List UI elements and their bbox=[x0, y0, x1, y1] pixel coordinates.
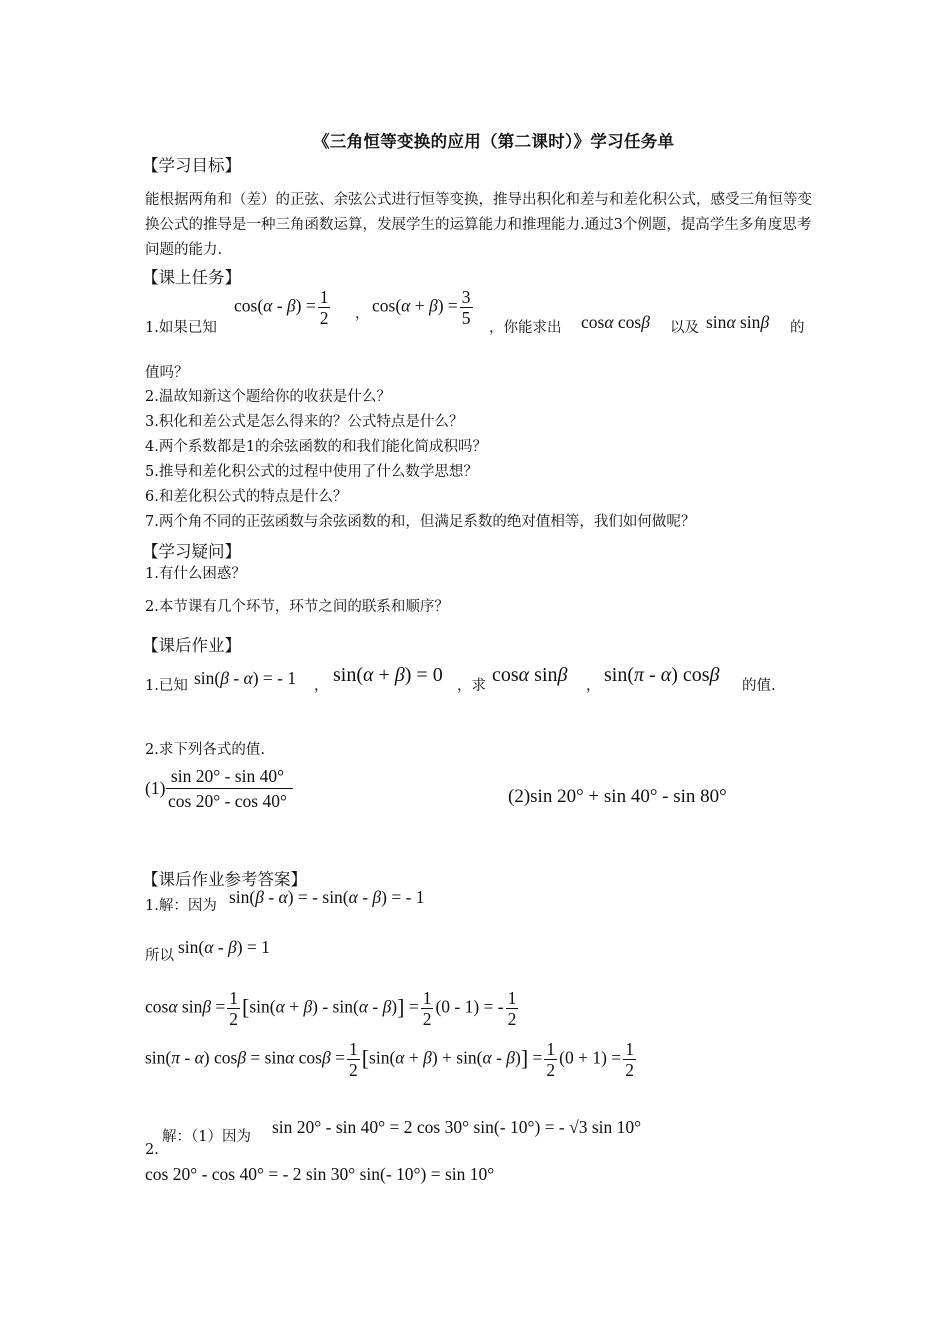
formula-part1-fraction: $\frac{\sin 20^\circ - \sin 40^\circ}{\cos 20^\circ - \cos 40^\circ}$ bbox=[166, 764, 293, 813]
task-2: 2.温故知新这个题给你的收获是什么？ bbox=[145, 389, 391, 405]
task-1-and: 以及 bbox=[670, 320, 699, 336]
homework-1-prefix: 1.已知 bbox=[145, 678, 188, 694]
task-1-mid: ，你能求出 bbox=[489, 320, 562, 336]
formula-sin-sin: sinα sinβ bbox=[706, 312, 770, 332]
homework-1-sep1: ， bbox=[314, 678, 329, 694]
heading-class-tasks: 【课上任务】 bbox=[142, 268, 241, 287]
task-1-prefix: 1.如果已知 bbox=[145, 320, 217, 336]
formula-part2: (2)sin 20° + sin 40° - sin 80° bbox=[508, 786, 727, 807]
task-7: 7.两个角不同的正弦函数与余弦函数的和，但满足系数的绝对值相等，我们如何做呢？ bbox=[145, 514, 696, 530]
answer-2-text: 解：（1）因为 bbox=[162, 1129, 251, 1145]
formula-answer-1-line4: sin(π - α) cosβ = sinα cosβ = $\frac{1}{2}$ [sin(α + β) + sin(α - β)] = $\frac{1}{2}$ (0 + 1) = $\frac{1}{2}$ bbox=[145, 1039, 634, 1080]
formula-cos-sum: cos(α + β) = $\frac{3}{5}$ bbox=[372, 287, 471, 328]
formula-cos-alpha-sin-beta: cosα sinβ bbox=[492, 664, 568, 686]
answer-1-prefix: 1.解：因为 bbox=[145, 898, 217, 914]
formula-sin-beta-minus-alpha: sin(β - α) = - 1 bbox=[194, 668, 297, 688]
formula-sin-pi-minus-alpha-cos-beta: sin(π - α) cosβ bbox=[604, 664, 720, 686]
answer-2-num: 2. bbox=[145, 1142, 159, 1158]
homework-1-sep2: ，求 bbox=[457, 678, 486, 694]
task-5: 5.推导和差化积公式的过程中使用了什么数学思想？ bbox=[145, 464, 478, 480]
task-4: 4.两个系数都是1的余弦函数的和我们能化简成积吗？ bbox=[145, 439, 488, 455]
task-6: 6.和差化积公式的特点是什么？ bbox=[145, 489, 348, 505]
homework-2-part1-label: (1) bbox=[145, 778, 166, 798]
answer-1-so: 所以 bbox=[145, 948, 174, 964]
heading-answers: 【课后作业参考答案】 bbox=[142, 870, 307, 889]
formula-cos-diff: cos(α - β) = $\frac{1}{2}$ bbox=[234, 287, 329, 328]
formula-answer-2-line2: cos 20° - cos 40° = - 2 sin 30° sin(- 10°) = sin 10° bbox=[145, 1164, 495, 1184]
formula-sin-alpha-plus-beta: sin(α + β) = 0 bbox=[333, 664, 443, 686]
task-1-end: 的 bbox=[790, 320, 805, 336]
formula-answer-2-line1: sin 20° - sin 40° = 2 cos 30° sin(- 10°) = - √3 sin 10° bbox=[272, 1117, 642, 1137]
question-1: 1.有什么困惑？ bbox=[145, 566, 246, 582]
page-title: 《三角恒等变换的应用（第二课时）》学习任务单 bbox=[313, 132, 675, 151]
objectives-text: 能根据两角和（差）的正弦、余弦公式进行恒等变换，推导出积化和差与和差化积公式，感受三角恒等变换公式的推导是一种三角函数运算，发展学生的运算能力和推理能力.通过3个例题，提高学生多角度思考问题的能力. bbox=[145, 192, 812, 258]
formula-answer-1-line3: cosα sinβ = $\frac{1}{2}$ [sin(α + β) - sin(α - β)] = $\frac{1}{2}$ (0 - 1) = - $\frac{1}{2}$ bbox=[145, 988, 517, 1029]
heading-objectives: 【学习目标】 bbox=[142, 156, 241, 175]
task-3: 3.积化和差公式是怎么得来的？公式特点是什么？ bbox=[145, 414, 464, 430]
homework-1-sep3: ， bbox=[586, 678, 601, 694]
task-1-comma: ， bbox=[355, 306, 370, 322]
heading-homework: 【课后作业】 bbox=[142, 636, 241, 655]
homework-2-part2-label: (2) bbox=[508, 786, 531, 807]
homework-2: 2.求下列各式的值. bbox=[145, 742, 265, 758]
task-1-cont: 值吗？ bbox=[145, 365, 189, 381]
formula-answer-1-line1: sin(β - α) = - sin(α - β) = - 1 bbox=[229, 887, 425, 907]
heading-questions: 【学习疑问】 bbox=[142, 542, 241, 561]
question-2: 2.本节课有几个环节，环节之间的联系和顺序？ bbox=[145, 599, 449, 615]
homework-1-end: 的值. bbox=[742, 678, 776, 694]
formula-answer-1-line2: sin(α - β) = 1 bbox=[178, 937, 270, 957]
formula-cos-cos: cosα cosβ bbox=[581, 312, 650, 332]
